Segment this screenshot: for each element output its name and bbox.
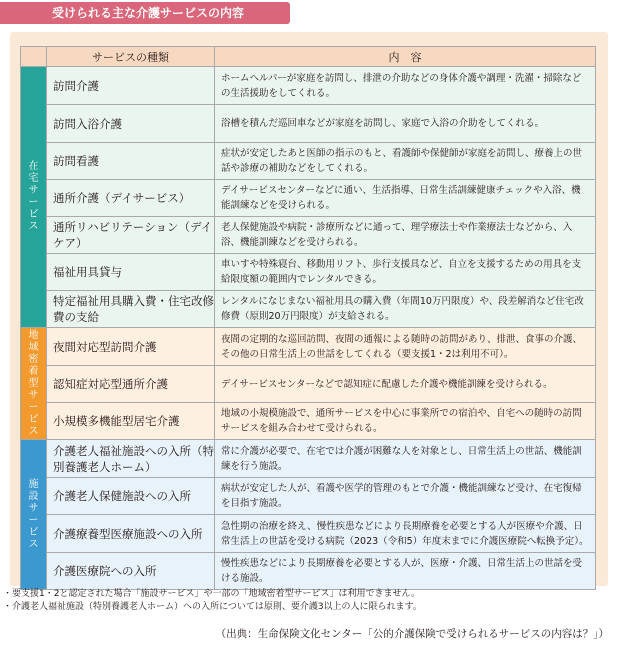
service-desc: 病状が安定した人が、看護や医学的管理のもとで介護・機能訓練など受け、在宅復帰を目指す施設。 (215, 478, 596, 515)
header-spacer (21, 47, 47, 67)
table-row (21, 403, 596, 440)
table-row (21, 291, 596, 328)
service-name: 通所リハビリテーション（デイケア） (47, 217, 215, 254)
service-desc: 常に介護が必要で、在宅では介護が困難な人を対象とし、日常生活上の世話、機能訓練を行う施設。 (215, 440, 596, 478)
service-desc: 車いすや特殊寝台、移動用リフト、歩行支援具など、自立を支援するための用具を支給限度額の範囲内でレンタルできる。 (215, 254, 596, 291)
table-row (21, 217, 596, 254)
service-name: 特定福祉用具購入費・住宅改修費の支給 (47, 291, 215, 328)
table-header-row (21, 47, 596, 67)
service-name: 介護医療院への入所 (47, 553, 215, 590)
service-name: 訪問介護 (47, 67, 215, 105)
table-row (21, 105, 596, 143)
service-name: 認知症対応型通所介護 (47, 366, 215, 403)
category-label: 施設サービス (28, 478, 39, 550)
footnote: ・要支援1・2と認定された場合「施設サービス」や一部の「地域密着型サービス」は利用できません。 (3, 589, 420, 599)
table-row (21, 366, 596, 403)
service-name: 介護療養型医療施設への入所 (47, 515, 215, 553)
footnotes (3, 588, 422, 614)
category-community-service (21, 328, 47, 440)
table-row (21, 180, 596, 217)
service-table (20, 46, 596, 590)
table-row (21, 553, 596, 590)
service-name: 介護老人福祉施設への入所（特別養護老人ホーム） (47, 440, 215, 478)
table-row (21, 440, 596, 478)
service-name: 介護老人保健施設への入所 (47, 478, 215, 515)
service-desc: 老人保健施設や病院・診療所などに通って、理学療法士や作業療法士などから、入浴、機能訓練などを受けられる。 (215, 217, 596, 254)
service-name: 訪問入浴介護 (47, 105, 215, 143)
header-content: 内 容 (215, 47, 596, 67)
service-desc: 浴槽を積んだ巡回車などが家庭を訪問し、家庭で入浴の介助をしてくれる。 (215, 105, 596, 143)
service-name: 通所介護（デイサービス） (47, 180, 215, 217)
section-title: 受けられる主な介護サービスの内容 (0, 2, 290, 24)
category-label: 在宅サービス (28, 161, 39, 232)
service-desc: レンタルになじまない福祉用具の購入費（年間10万円限度）や、段差解消など住宅改修費（原則20万円限度）が支給される。 (215, 291, 596, 328)
service-name: 訪問看護 (47, 143, 215, 180)
service-name: 小規模多機能型居宅介護 (47, 403, 215, 440)
table-row (21, 515, 596, 553)
footnote: ・介護老人福祉施設（特別養護老人ホーム）への入所については原則、要介護3以上の人に限られます。 (3, 602, 422, 612)
service-desc: ホームヘルパーが家庭を訪問し、排泄の介助などの身体介護や調理・洗濯・掃除などの生活援助をしてくれる。 (215, 67, 596, 105)
category-facility-service (21, 440, 47, 590)
service-name: 夜間対応型訪問介護 (47, 328, 215, 366)
table-row (21, 67, 596, 105)
service-name: 福祉用具貸与 (47, 254, 215, 291)
service-desc: 症状が安定したあと医師の指示のもと、看護師や保健師が家庭を訪問し、療養上の世話や診療の補助などをしてくれる。 (215, 143, 596, 180)
category-label: 地域密着型サービス (28, 329, 39, 437)
service-desc: 地域の小規模施設で、通所サービスを中心に事業所での宿泊や、自宅への随時の訪問サービスを組み合わせて受けられる。 (215, 403, 596, 440)
service-desc: 夜間の定期的な巡回訪問、夜間の通報による随時の訪問があり、排泄、食事の介護、その他の日常生活上の世話をしてくれる（要支援1・2は利用不可）。 (215, 328, 596, 366)
header-service-type: サービスの種類 (47, 47, 215, 67)
table-row (21, 328, 596, 366)
service-desc: デイサービスセンターなどに通い、生活指導、日常生活訓練健康チェックや入浴、機能訓練などを受けられる。 (215, 180, 596, 217)
table-row (21, 478, 596, 515)
service-desc: デイサービスセンターなどで認知症に配慮した介護や機能訓練を受けられる。 (215, 366, 596, 403)
service-desc: 急性期の治療を終え、慢性疾患などにより長期療養を必要とする人が医療や介護、日常生活上の世話を受ける病院（2023（令和5）年度末までに介護医療院へ転換予定）。 (215, 515, 596, 553)
service-desc: 慢性疾患などにより長期療養を必要とする人が、医療・介護、日常生活上の世話を受ける施設。 (215, 553, 596, 590)
category-home-service (21, 67, 47, 328)
table-row (21, 143, 596, 180)
source-citation: （出典：生命保険文化センター「公的介護保険で受けられるサービスの内容は？」） (215, 628, 609, 640)
table-row (21, 254, 596, 291)
